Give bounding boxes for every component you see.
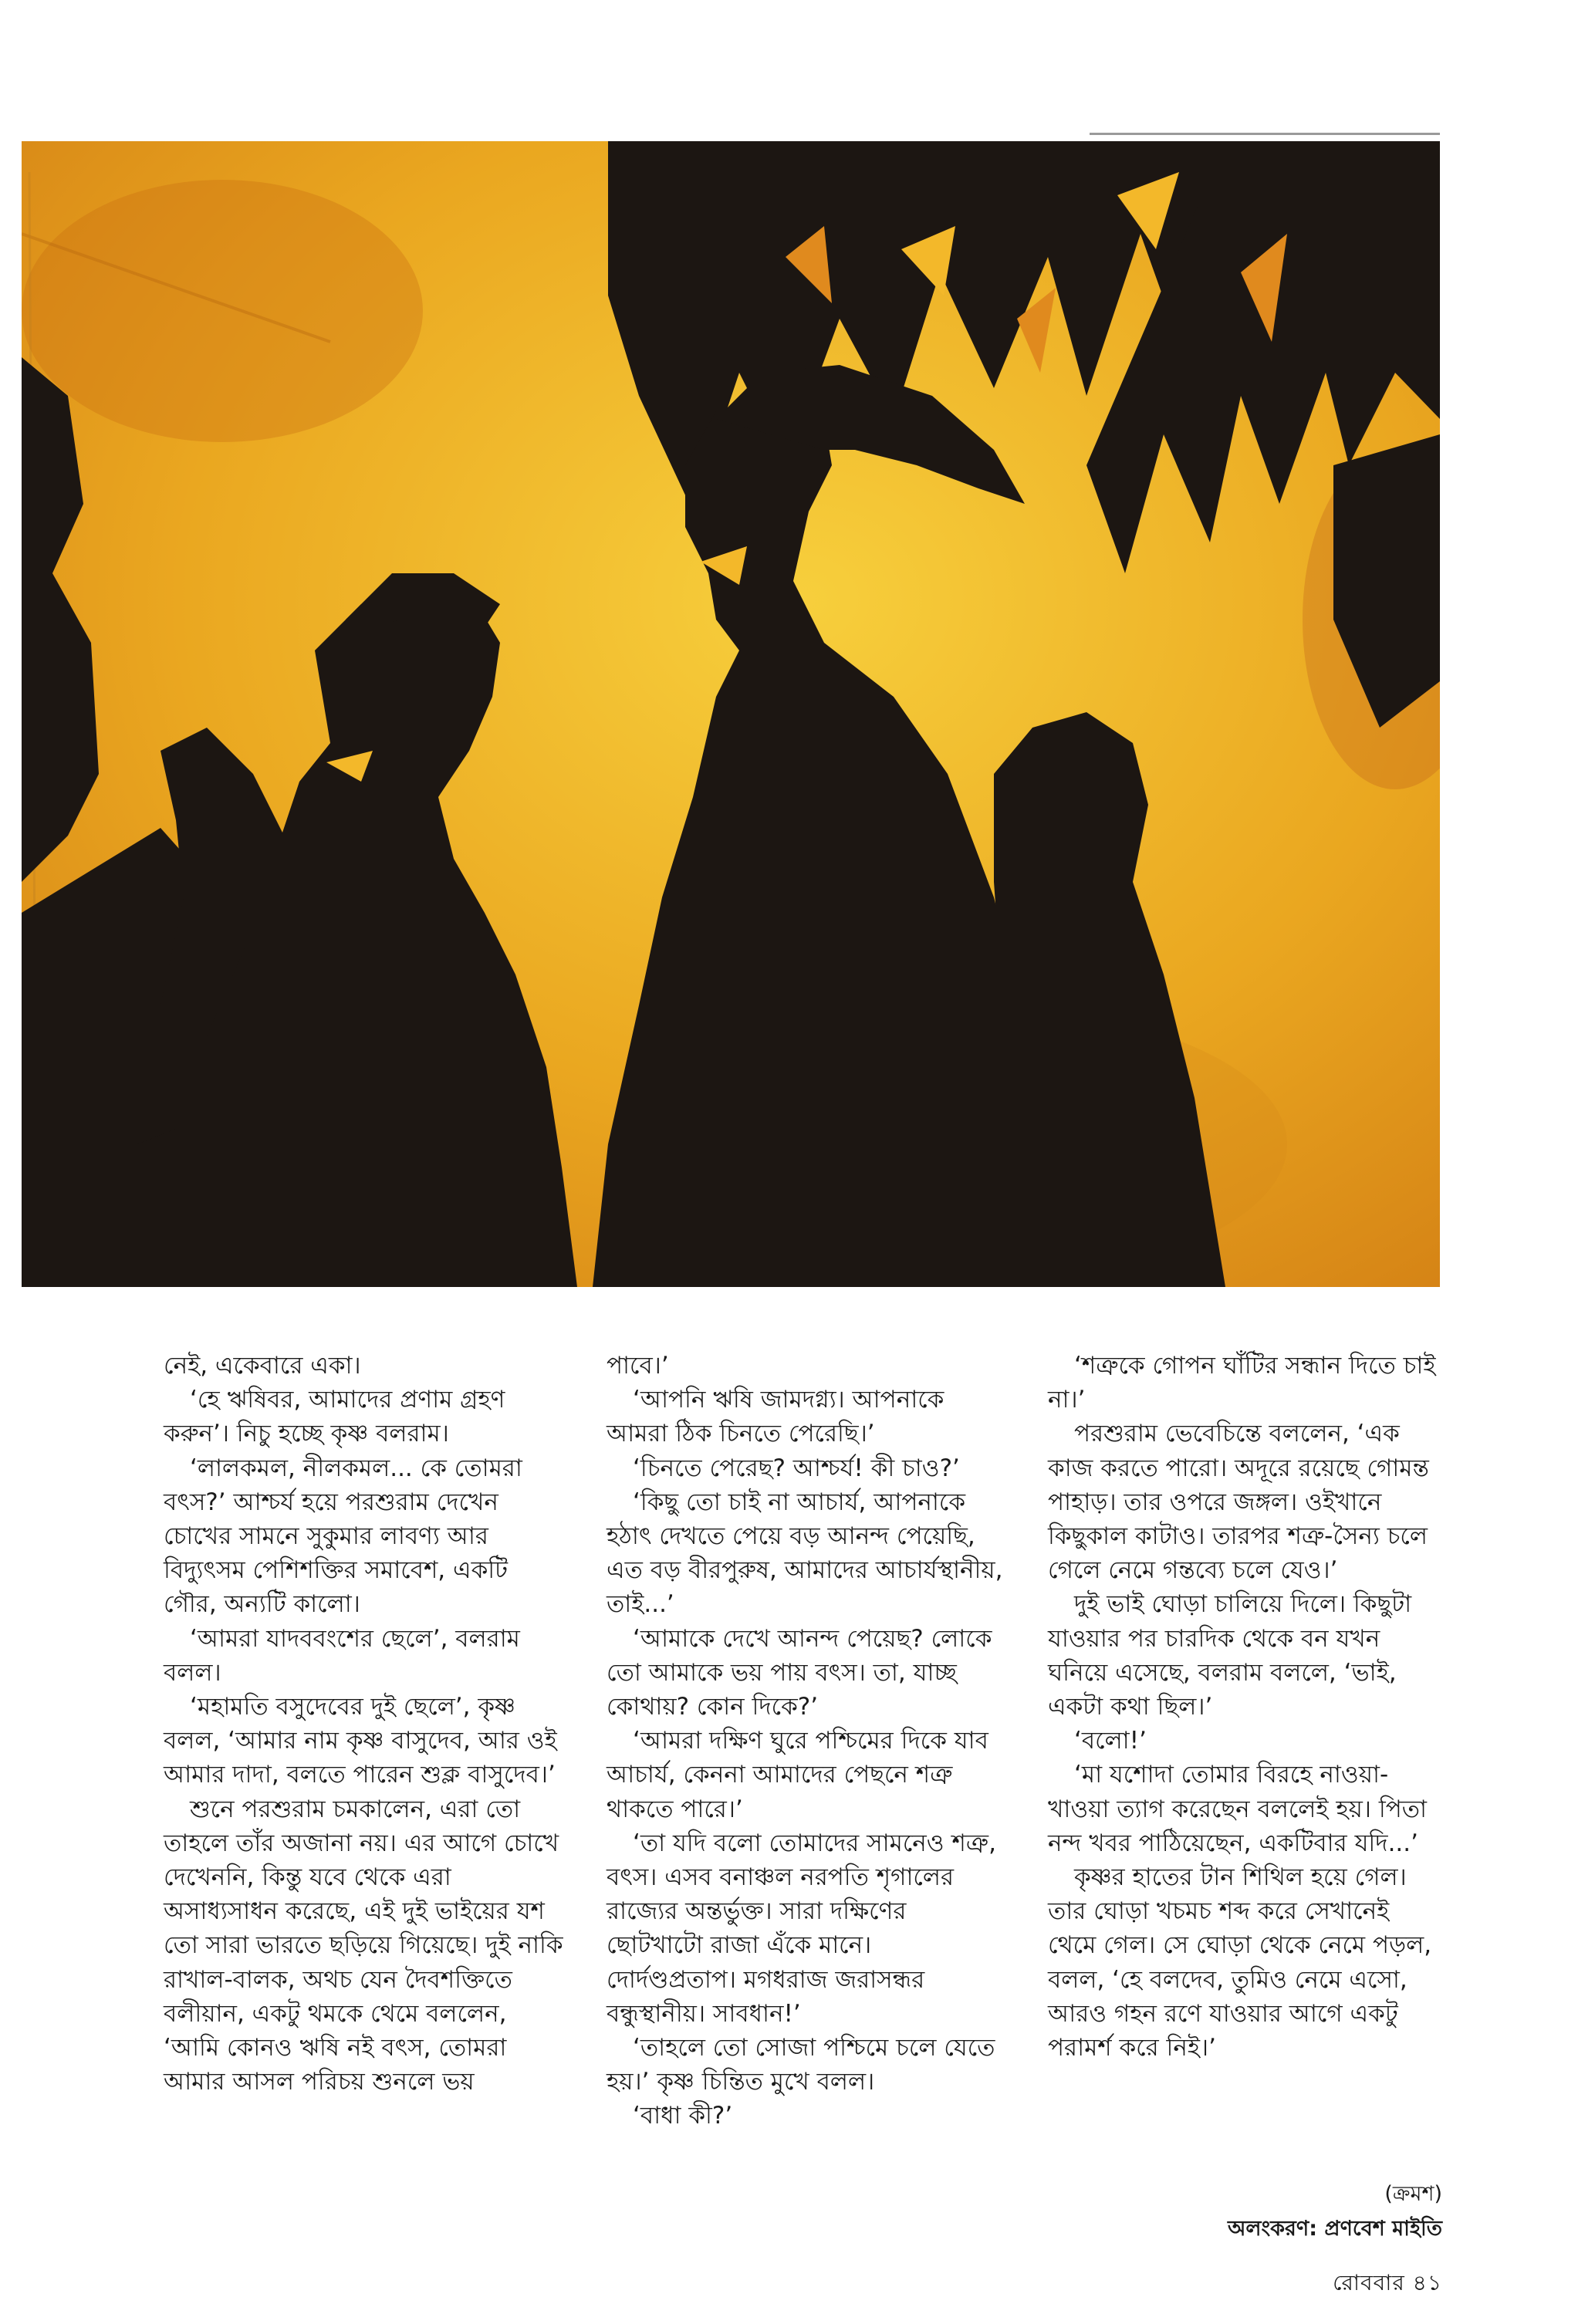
illustration [22, 141, 1440, 1287]
top-rule [1090, 133, 1440, 135]
text-column-2 [607, 1349, 1008, 2133]
paragraph: ‘হে ঋষিবর, আমাদের প্রণাম গ্রহণ করুন’। নিচু হচ্ছে কৃষ্ণ বলরাম। [164, 1386, 505, 1448]
paragraph: ‘আমরা দক্ষিণ ঘুরে পশ্চিমের দিকে যাব আচার্য, কেননা আমাদের পেছনে শত্রু থাকতে পারে।’ [607, 1727, 988, 1823]
paragraph: ‘বলো!’ [1074, 1727, 1147, 1755]
paragraph: ‘শত্রুকে গোপন ঘাঁটির সন্ধান দিতে চাই না।’ [1048, 1352, 1436, 1414]
paragraph: পাবে।’ [607, 1352, 669, 1380]
paragraph: ‘মা যশোদা তোমার বিরহে নাওয়া-খাওয়া ত্যাগ করেছেন বললেই হয়। পিতা নন্দ খবর পাঠিয়েছেন, একটিবার যদি...’ [1048, 1761, 1428, 1857]
illustration-credit: অলংকরণ: প্রণবেশ মাইতি [1228, 2217, 1442, 2241]
series-note: (ক্রমশ) [1384, 2182, 1442, 2206]
paragraph: ‘চিনতে পেরেছ? আশ্চর্য! কী চাও?’ [633, 1454, 960, 1482]
text-column-1 [164, 1349, 565, 2099]
paragraph: কৃষ্ণর হাতের টান শিথিল হয়ে গেল। তার ঘোড়া খচমচ শব্দ করে সেখানেই থেমে গেল। সে ঘোড়া থেকে নেমে পড়ল, বলল, ‘হে বলদেব, তুমিও নেমে এসো, আরও গহন রণে যাওয়ার আগে একটু পরামর্শ করে নিই।’ [1048, 1863, 1432, 2062]
paragraph: ‘মহামতি বসুদেবের দুই ছেলে’, কৃষ্ণ বলল, ‘আমার নাম কৃষ্ণ বাসুদেব, আর ওই আমার দাদা, বলতে পারেন শুক্ল বাসুদেব।’ [164, 1693, 557, 1789]
magazine-name: রোববার [1333, 2270, 1405, 2295]
text-column-3 [1048, 1349, 1443, 2065]
paragraph: ‘কিছু তো চাই না আচার্য, আপনাকে হঠাৎ দেখতে পেয়ে বড় আনন্দ পেয়েছি, এত বড় বীরপুরুষ, আমাদের আচার্যস্থানীয়, তাই...’ [607, 1488, 1003, 1619]
shadow-figures-artwork [22, 141, 1440, 1287]
paragraph: ‘লালকমল, নীলকমল... কে তোমরা বৎস?’ আশ্চর্য হয়ে পরশুরাম দেখেন চোখের সামনে সুকুমার লাবণ্য আর বিদ্যুৎসম পেশিশক্তির সমাবেশ, একটি গৌর, অন্যটি কালো। [164, 1454, 522, 1619]
paragraph: ‘আমরা যাদববংশের ছেলে’, বলরাম বলল। [164, 1624, 520, 1687]
paragraph: ‘তাহলে তো সোজা পশ্চিমে চলে যেতে হয়।’ কৃষ্ণ চিন্তিত মুখে বলল। [607, 2034, 995, 2096]
paragraph: ‘আমাকে দেখে আনন্দ পেয়েছ? লোকে তো আমাকে ভয় পায় বৎস। তা, যাচ্ছ কোথায়? কোন দিকে?’ [607, 1624, 992, 1721]
paragraph: ‘বাধা কী?’ [633, 2102, 733, 2130]
paragraph: ‘তা যদি বলো তোমাদের সামনেও শত্রু, বৎস। এসব বনাঞ্চল নরপতি শৃগালের রাজ্যের অন্তর্ভুক্ত। সারা দক্ষিণের ছোটখাটো রাজা এঁকে মানে। দোর্দণ্ডপ্রতাপ। মগধরাজ জরাসন্ধর বন্ধুস্থানীয়। সাবধান!’ [607, 1829, 996, 2028]
paragraph: পরশুরাম ভেবেচিন্তে বললেন, ‘এক কাজ করতে পারো। অদূরে রয়েছে গোমন্ত পাহাড়। তার ওপরে জঙ্গল। ওইখানে কিছুকাল কাটাও। তারপর শত্রু-সৈন্য চলে গেলে নেমে গন্তব্যে চলে যেও।’ [1048, 1420, 1429, 1585]
page-number: ৪১ [1412, 2270, 1442, 2295]
paragraph: শুনে পরশুরাম চমকালেন, এরা তো তাহলে তাঁর অজানা নয়। এর আগে চোখে দেখেননি, কিন্তু যবে থেকে এরা অসাধ্যসাধন করেছে, এই দুই ভাইয়ের যশ তো সারা ভারতে ছড়িয়ে গিয়েছে। দুই নাকি রাখাল-বালক, অথচ যেন দৈবশক্তিতে বলীয়ান, একটু থমকে থেমে বললেন, ‘আমি কোনও ঋষি নই বৎস, তোমরা আমার আসল পরিচয় শুনলে ভয় [164, 1795, 563, 2096]
paragraph: দুই ভাই ঘোড়া চালিয়ে দিলে। কিছুটা যাওয়ার পর চারদিক থেকে বন যখন ঘনিয়ে এসেছে, বলরাম বললে, ‘ভাই, একটা কথা ছিল।’ [1048, 1590, 1412, 1721]
paragraph: ‘আপনি ঋষি জামদগ্ন্য। আপনাকে আমরা ঠিক চিনতে পেরেছি।’ [607, 1386, 944, 1448]
paragraph: নেই, একেবারে একা। [164, 1352, 361, 1380]
page-footer [1333, 2266, 1442, 2302]
